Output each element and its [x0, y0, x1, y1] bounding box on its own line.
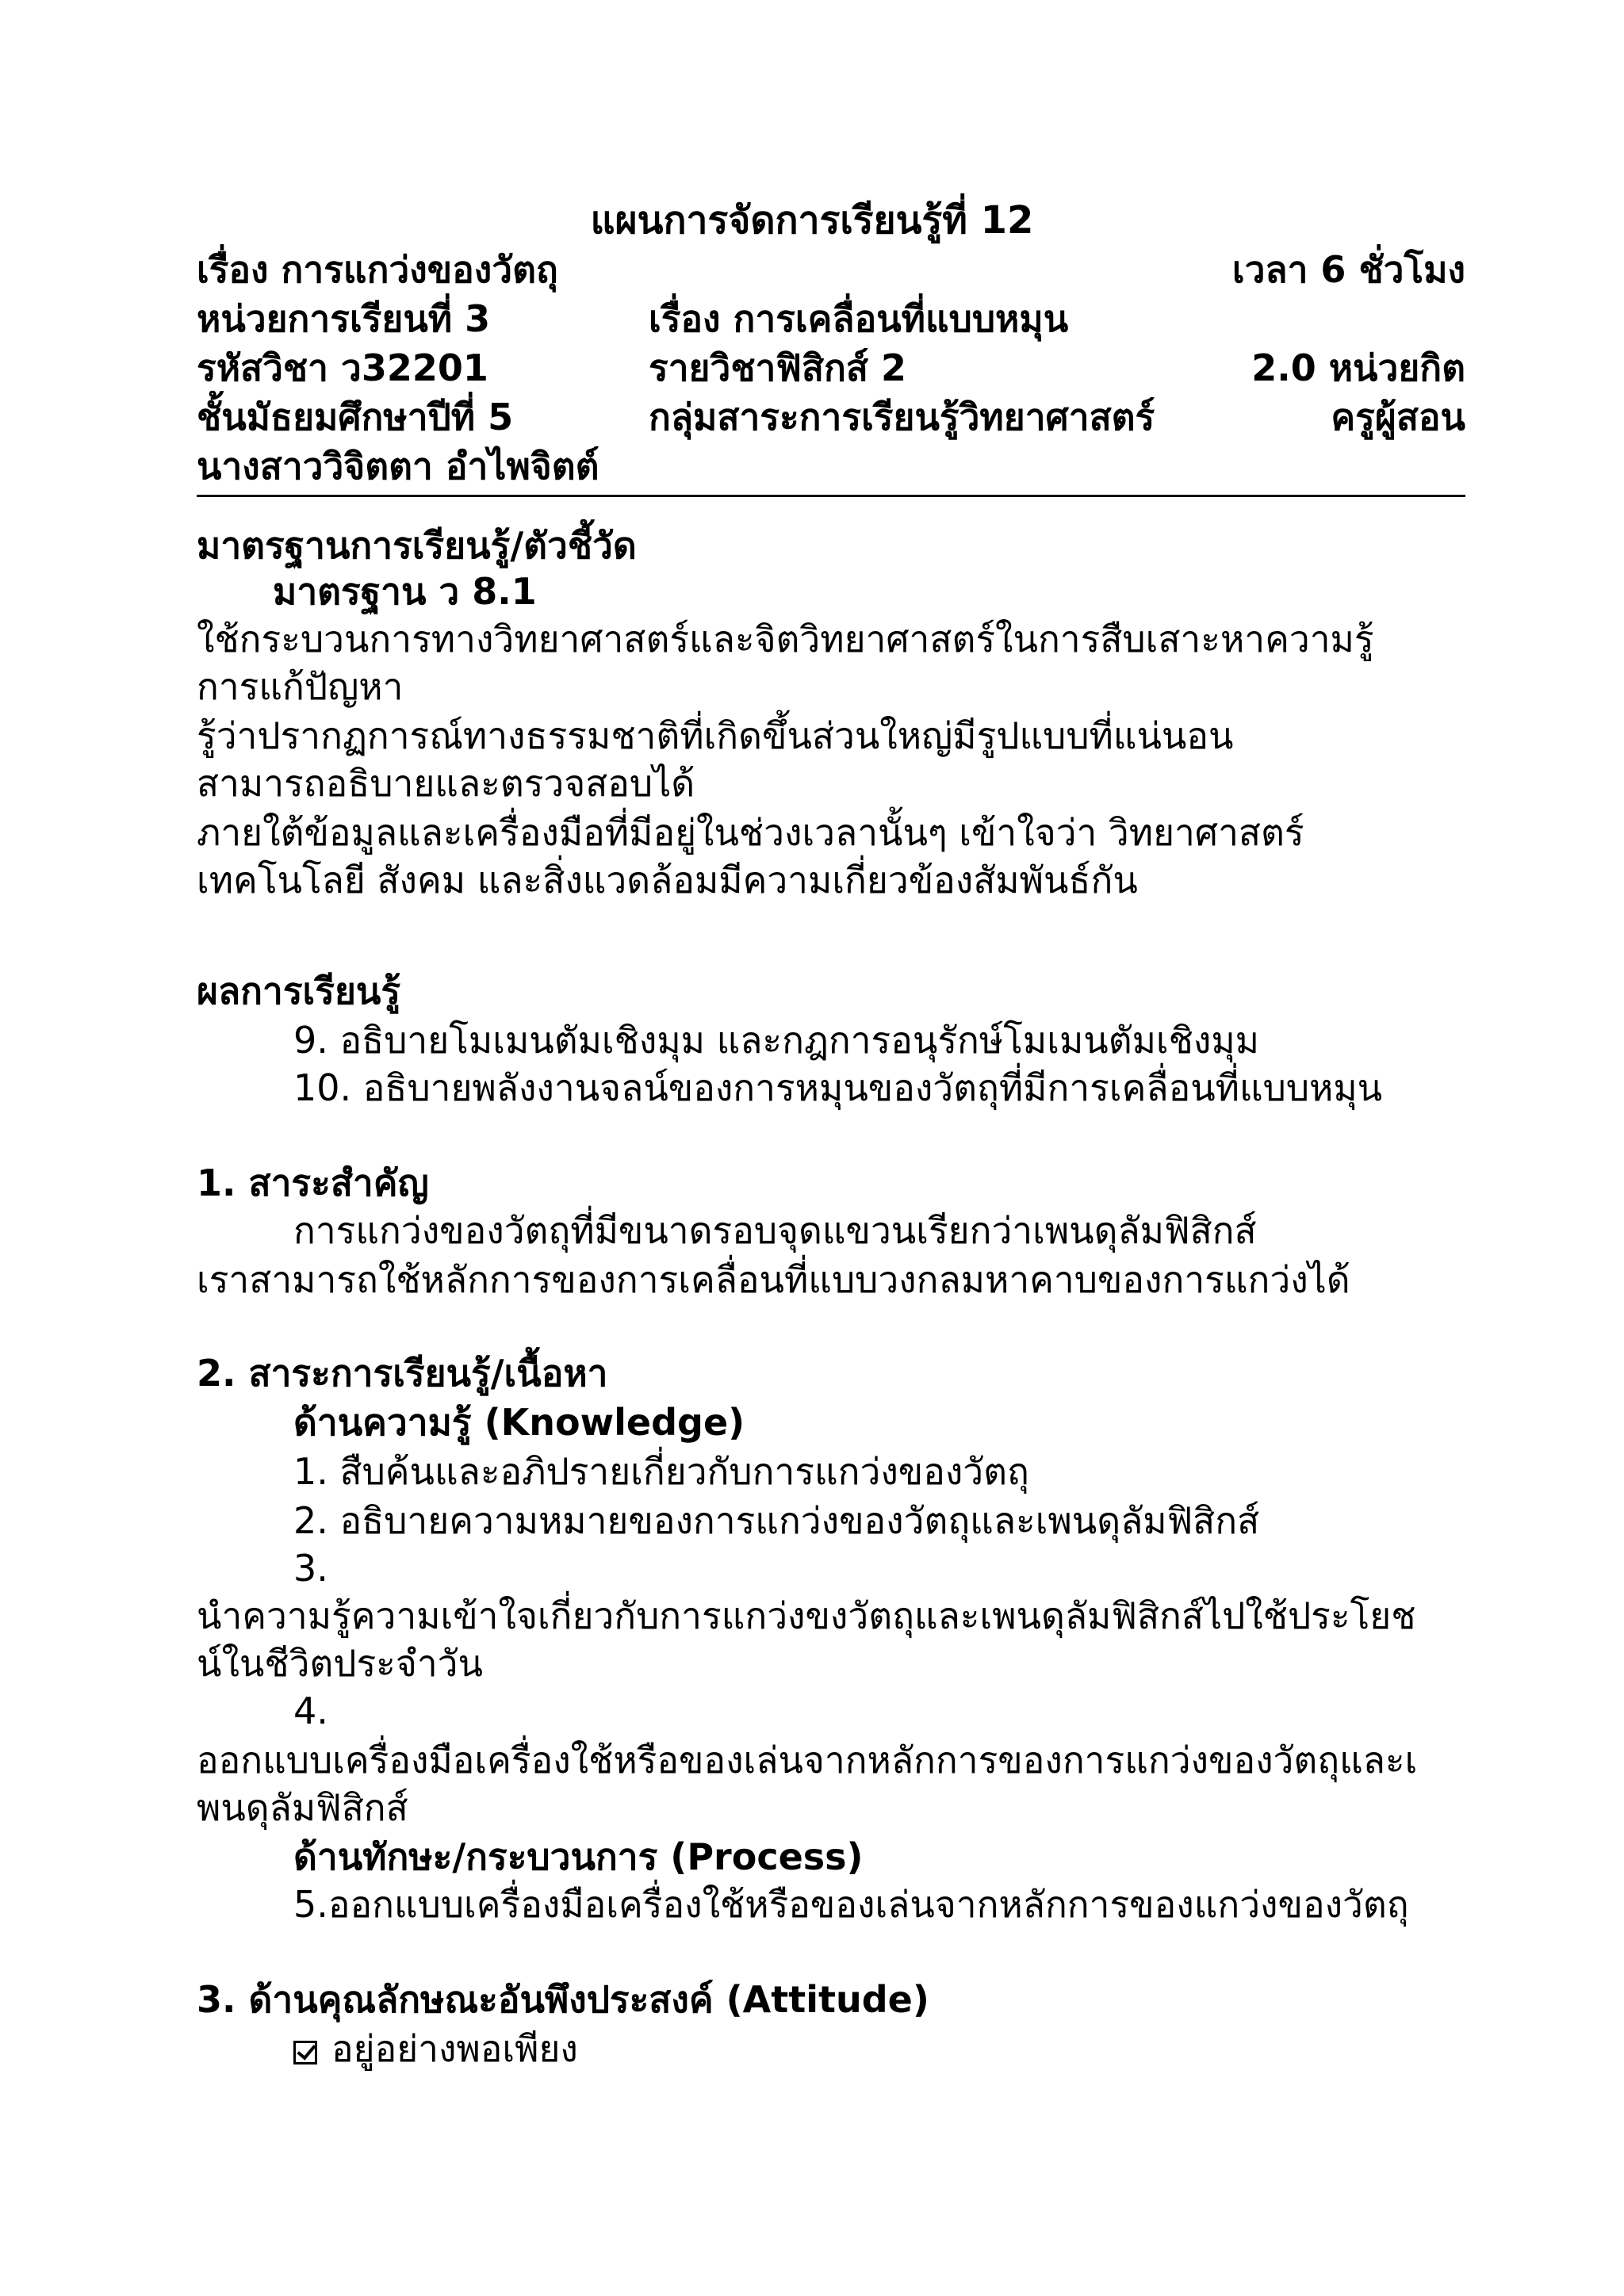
process-heading: ด้านทักษะ/กระบวนการ (Process) [293, 1835, 864, 1878]
course-name: รายวิชาฟิสิกส์ 2 [649, 346, 906, 389]
header-row-topic [197, 247, 558, 292]
outcome-item: 9. อธิบายโมเมนตัมเชิงมุม และกฎการอนุรักษ์โมเมนตัมเชิงมุม [293, 1019, 1259, 1062]
key-concept-line: การแกว่งของวัตถุที่มีขนาดรอบจุดแขวนเรียกว่าเพนดุลัมฟิสิกส์ [293, 1209, 1257, 1252]
teacher-label: ครูผู้สอน [1331, 396, 1465, 438]
topic-label: เรื่อง การแกว่งของวัตถุ [197, 248, 558, 291]
standards-line: สามารถอธิบายและตรวจสอบได้ [197, 762, 695, 805]
knowledge-item-text: น์ในชีวิตประจำวัน [197, 1642, 483, 1685]
teacher-name: นางสาววิจิตตา อำไพจิตต์ [197, 445, 599, 488]
header-divider [197, 495, 1465, 497]
knowledge-heading: ด้านความรู้ (Knowledge) [293, 1401, 745, 1444]
outcome-item: 10. อธิบายพลังงานจลน์ของการหมุนของวัตถุที่มีการเคลื่อนที่แบบหมุน [293, 1066, 1383, 1109]
standards-line: ใช้กระบวนการทางวิทยาศาสตร์และจิตวิทยาศาสตร์ในการสืบเสาะหาความรู้ [197, 618, 1374, 660]
attitude-item [293, 2026, 578, 2071]
unit-number: หน่วยการเรียนที่ 3 [197, 297, 491, 340]
subject-group: กลุ่มสาระการเรียนรู้วิทยาศาสตร์ [649, 396, 1155, 438]
course-credits: 2.0 หน่วยกิต [1251, 346, 1465, 389]
key-concept-line: เราสามารถใช้หลักการของการเคลื่อนที่แบบวงกลมหาคาบของการแกว่งได้ [197, 1258, 1350, 1301]
attitude-heading: 3. ด้านคุณลักษณะอันพึงประสงค์ (Attitude) [197, 1978, 929, 2021]
knowledge-item-text: พนดุลัมฟิสิกส์ [197, 1786, 408, 1829]
standards-line: เทคโนโลยี สังคม และสิ่งแวดล้อมมีความเกี่ยวข้องสัมพันธ์กัน [197, 859, 1138, 901]
standards-subheading: มาตรฐาน ว 8.1 [273, 570, 537, 613]
duration-label: เวลา 6 ชั่วโมง [1231, 248, 1465, 291]
outcomes-heading: ผลการเรียนรู้ [197, 970, 401, 1012]
knowledge-item: 1. สืบค้นและอภิปรายเกี่ยวกับการแกว่งของวัตถุ [293, 1450, 1029, 1493]
knowledge-item-text: ออกแบบเครื่องมือเครื่องใช้หรือของเล่นจากหลักการของการแกว่งของวัตถุและเ [197, 1739, 1418, 1781]
knowledge-item-number: 4. [293, 1689, 328, 1732]
page-title: แผนการจัดการเรียนรู้ที่ 12 [590, 198, 1034, 243]
knowledge-item: 2. อธิบายความหมายของการแกว่งของวัตถุและเพนดุลัมฟิสิกส์ [293, 1499, 1260, 1542]
standards-line: ภายใต้ข้อมูลและเครื่องมือที่มีอยู่ในช่วงเวลานั้นๆ เข้าใจว่า วิทยาศาสตร์ [197, 811, 1304, 854]
process-item: 5.ออกแบบเครื่องมือเครื่องใช้หรือของเล่นจากหลักการของแกว่งของวัตถุ [293, 1883, 1409, 1926]
content-heading: 2. สาระการเรียนรู้/เนื้อหา [197, 1352, 608, 1395]
standards-heading: มาตรฐานการเรียนรู้/ตัวชี้วัด [197, 524, 637, 567]
checkbox-checked-icon [293, 2041, 317, 2064]
key-concept-heading: 1. สาระสำคัญ [197, 1161, 429, 1204]
standards-line: รู้ว่าปรากฏการณ์ทางธรรมชาติที่เกิดขึ้นส่วนใหญ่มีรูปแบบที่แน่นอน [197, 714, 1234, 757]
knowledge-item-number: 3. [293, 1547, 328, 1590]
unit-title: เรื่อง การเคลื่อนที่แบบหมุน [649, 297, 1069, 340]
course-code: รหัสวิชา ว32201 [197, 346, 488, 389]
attitude-item-label: อยู่อย่างพอเพียง [331, 2027, 578, 2070]
knowledge-item-text: นำความรู้ความเข้าใจเกี่ยวกับการแกว่งขงวัตถุและเพนดุลัมฟิสิกส์ไปใช้ประโยช [197, 1594, 1416, 1637]
grade-level: ชั้นมัธยมศึกษาปีที่ 5 [197, 396, 514, 438]
standards-line: การแก้ปัญหา [197, 665, 404, 708]
